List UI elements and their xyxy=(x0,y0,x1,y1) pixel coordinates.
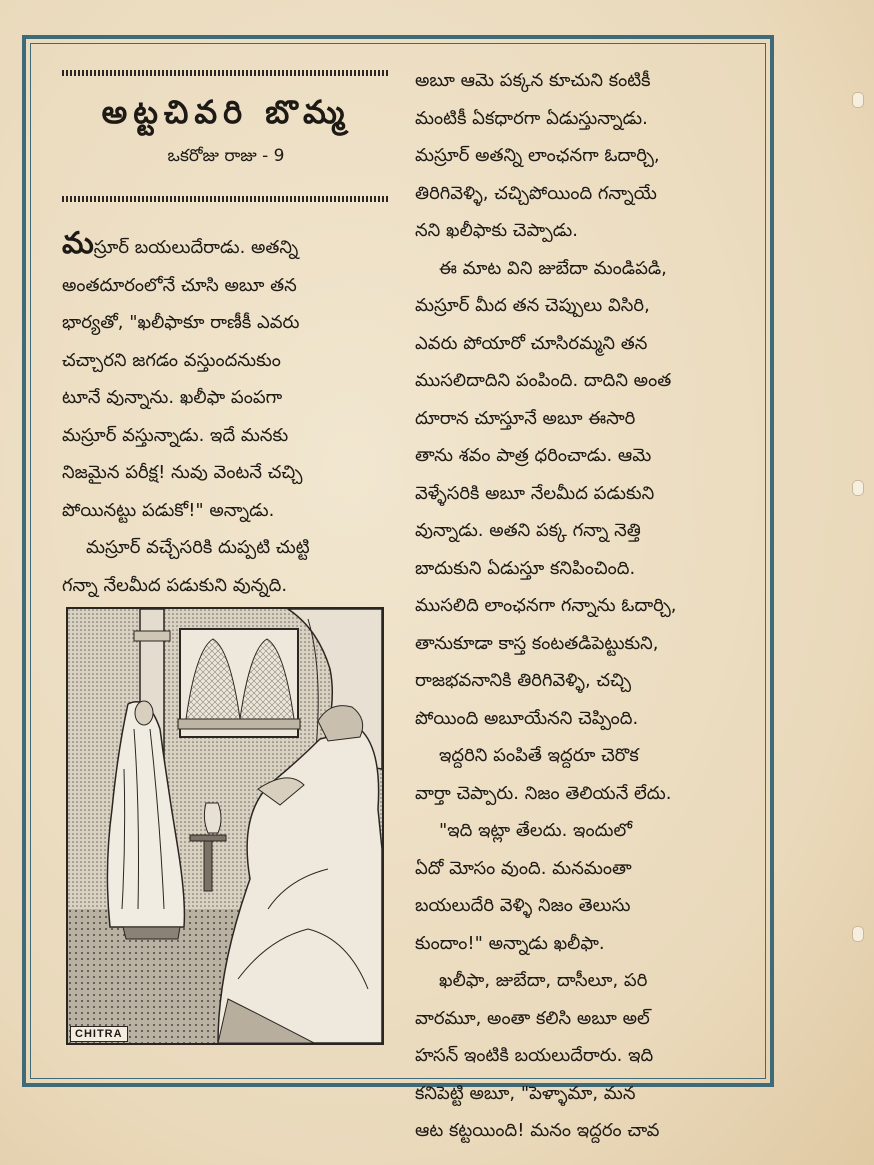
paragraph xyxy=(415,962,755,1150)
right-text-column xyxy=(415,62,755,1150)
text-line: "ఇది ఇట్లా తేలదు. ఇందులో xyxy=(439,820,633,841)
text-line: టూనే వున్నాను. ఖలీఫా పంపగా xyxy=(62,387,283,408)
text-line: అబూ ఆమె పక్కన కూచుని కంటికీ xyxy=(415,70,651,91)
story-illustration xyxy=(66,607,384,1045)
text-line: మస్రూర్ అతన్ని లాంఛనగా ఓదార్చి, xyxy=(415,145,660,166)
text-line: మస్రూర్ మీద తన చెప్పులు విసిరి, xyxy=(415,295,650,316)
text-line: దూరాన చూస్తూనే అబూ ఈసారి xyxy=(415,407,636,429)
binding-hole xyxy=(852,92,864,108)
text-line: వారమూ, అంతా కలిసి అబూ అల్ xyxy=(415,1007,650,1029)
text-line: కనిపెట్టి అబూ, "పెళ్ళామా, మన xyxy=(415,1082,636,1104)
text-line: నిజమైన పరీక్ష! నువు వెంటనే చచ్చి xyxy=(62,462,303,483)
text-line: ముసలిదాదిని పంపింది. దాదిని అంత xyxy=(415,370,672,391)
illustration-drawing xyxy=(68,609,382,1043)
text-line: హసన్ ఇంటికి బయలుదేరారు. ఇది xyxy=(415,1045,654,1066)
text-line: మస్రూర్ వస్తున్నాడు. ఇదే మనకు xyxy=(62,424,289,446)
drop-cap: మ xyxy=(62,226,94,261)
text-line: ఏదో మోసం వుంది. మనమంతా xyxy=(415,857,632,879)
text-line: వెళ్ళేసరికి అబూ నేలమీద పడుకుని xyxy=(415,482,655,504)
text-line: తాను శవం పాత్ర ధరించాడు. ఆమె xyxy=(415,445,652,466)
text-line: నని ఖలీఫాకు చెప్పాడు. xyxy=(415,220,578,241)
text-line: భార్యతో, "ఖలీఫాకూ రాణీకీ ఎవరు xyxy=(62,312,300,333)
paragraph xyxy=(62,225,388,529)
text-line: బాదుకుని ఏడుస్తూ కనిపించింది. xyxy=(415,557,636,579)
text-line: చచ్చారని జగడం వస్తుందనుకుం xyxy=(62,349,281,371)
story-subtitle: ఒకరోజు రాజు - 9 xyxy=(167,146,285,166)
text-line: మంటికీ ఏకధారగా ఏడుస్తున్నాడు. xyxy=(415,107,648,129)
header-rule-bottom xyxy=(62,196,390,202)
text-line: బయలుదేరి వెళ్ళి నిజం తెలుసు xyxy=(415,895,631,916)
illustration-credit: CHITRA xyxy=(70,1026,128,1042)
text-line: తిరిగివెళ్ళి, చచ్చిపోయింది గన్నాయే xyxy=(415,182,657,204)
text-line: వార్తా చెప్పారు. నిజం తెలియనే లేదు. xyxy=(415,782,672,804)
paragraph xyxy=(415,812,755,962)
paragraph xyxy=(415,737,755,812)
header-rule-top xyxy=(62,70,390,76)
text-line: పోయినట్టు పడుకో!" అన్నాడు. xyxy=(62,499,275,521)
text-line: మస్రూర్ బయలుదేరాడు. అతన్ని xyxy=(62,226,299,261)
text-line: ఇద్దరిని పంపితే ఇద్దరూ చెరొక xyxy=(439,745,639,766)
left-text-column xyxy=(62,225,388,604)
binding-hole xyxy=(852,926,864,942)
text-line: పోయింది అబూయేనని చెప్పింది. xyxy=(415,707,639,729)
binding-hole xyxy=(852,480,864,496)
text-line: అంతదూరంలోనే చూసి అబూ తన xyxy=(62,274,297,296)
text-line: ఆట కట్టయింది! మనం ఇద్దరం చావ xyxy=(415,1120,660,1141)
text-line: గన్నా నేలమీద పడుకుని వున్నది. xyxy=(62,574,288,596)
text-line: ఈ మాట విని జుబేదా మండిపడి, xyxy=(439,257,667,279)
text-line: వున్నాడు. అతని పక్క గన్నా నెత్తి xyxy=(415,520,641,541)
text-line: కుందాం!" అన్నాడు ఖలీఫా. xyxy=(415,932,605,954)
paragraph xyxy=(62,529,388,604)
story-title: అట్టచివరి బొమ్మ xyxy=(101,93,351,131)
paragraph xyxy=(415,62,755,250)
text-line: ఖలీఫా, జుబేదా, దాసీలూ, పరి xyxy=(439,970,648,991)
text-line: మస్రూర్ వచ్చేసరికి దుప్పటి చుట్టి xyxy=(86,537,310,558)
text-line: తానుకూడా కాస్త కంటతడిపెట్టుకుని, xyxy=(415,632,659,654)
paragraph xyxy=(415,250,755,738)
text-line: రాజభవనానికి తిరిగివెళ్ళి, చచ్చి xyxy=(415,670,632,691)
text-line: ఎవరు పోయారో చూసిరమ్మని తన xyxy=(415,332,648,354)
text-line: ముసలిది లాంఛనగా గన్నాను ఓదార్చి, xyxy=(415,595,677,616)
